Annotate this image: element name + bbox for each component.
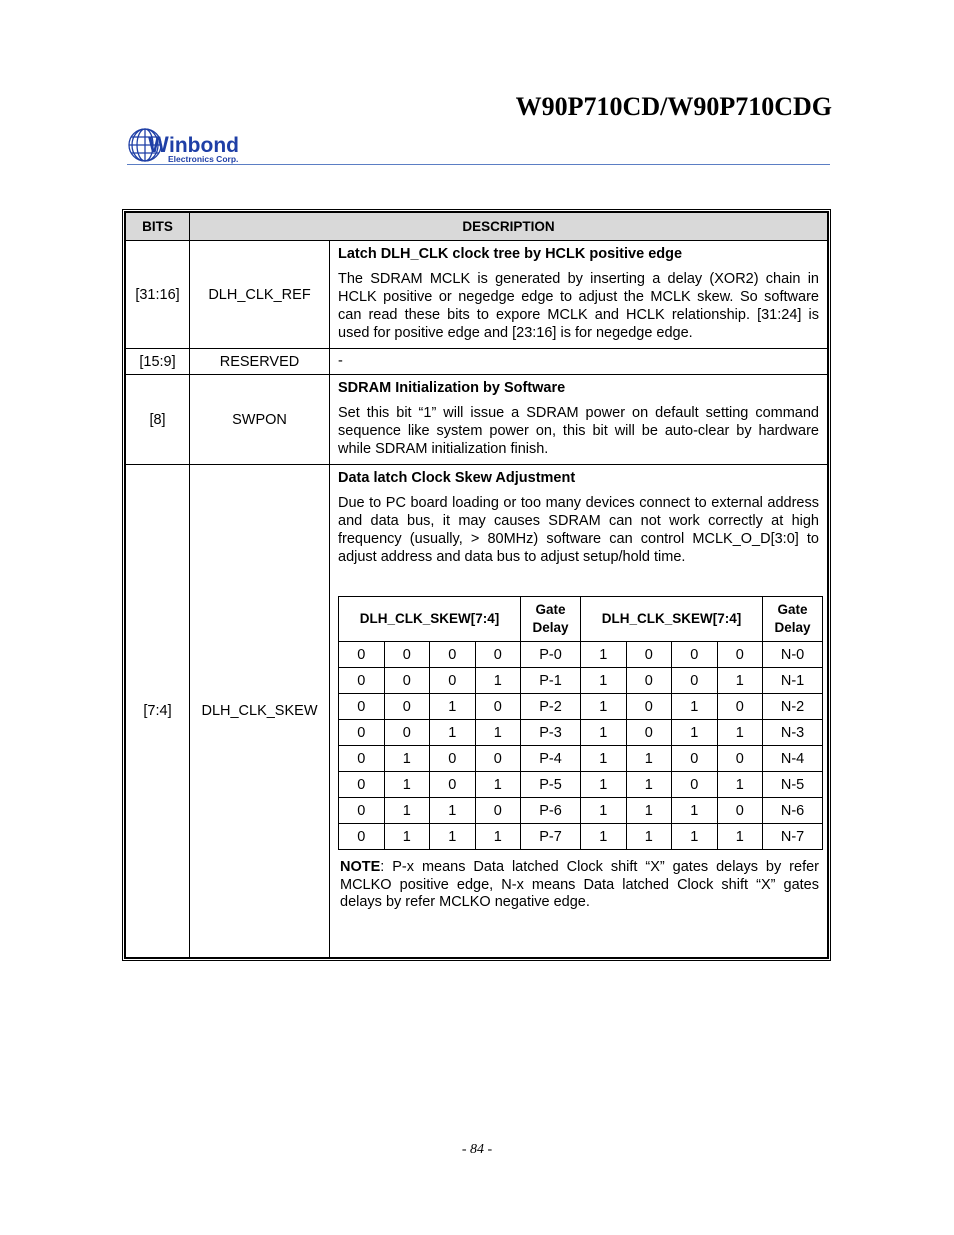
bit-value-cell: 0 (384, 668, 430, 694)
gate-delay-cell: P-1 (521, 668, 581, 694)
bit-value-cell: 1 (475, 720, 521, 746)
bit-value-cell: 0 (339, 642, 385, 668)
bit-value-cell: 1 (672, 824, 718, 850)
bit-value-cell: 0 (626, 694, 672, 720)
field-name-cell: SWPON (190, 375, 330, 465)
description-text: Set this bit “1” will issue a SDRAM power on default setting command sequence like system power on, this bit will be auto-clear by hardware while SDRAM initialization finish. (338, 405, 819, 457)
description-text: Due to PC board loading or too many devices connect to external address and data bus, it may causes SDRAM can not work correctly at high frequency (usually, > 80MHz) software can control MCLK_O_D[3:0] to adjust address and data bus to adjust setup/hold time. (338, 495, 819, 565)
gate-delay-cell: N-1 (763, 668, 823, 694)
bit-value-cell: 0 (475, 798, 521, 824)
skew-table-row (339, 694, 823, 720)
skew-table-body (339, 642, 823, 850)
bit-value-cell: 1 (430, 720, 476, 746)
bit-value-cell: 1 (384, 746, 430, 772)
bit-value-cell: 1 (475, 772, 521, 798)
skew-table-row (339, 772, 823, 798)
bit-value-cell: 0 (626, 642, 672, 668)
description-cell (330, 465, 828, 958)
bit-value-cell: 1 (430, 694, 476, 720)
bit-value-cell: 1 (717, 772, 763, 798)
bit-value-cell: 1 (581, 746, 627, 772)
skew-header: DLH_CLK_SKEW[7:4] (339, 597, 521, 642)
bit-value-cell: 1 (430, 798, 476, 824)
bit-value-cell: 1 (581, 798, 627, 824)
bit-value-cell: 0 (717, 642, 763, 668)
bit-value-cell: 0 (384, 720, 430, 746)
bit-value-cell: 1 (717, 720, 763, 746)
bit-value-cell: 0 (430, 668, 476, 694)
document-title: W90P710CD/W90P710CDG (515, 92, 832, 121)
field-name-cell: RESERVED (190, 349, 330, 375)
bit-value-cell: 0 (384, 642, 430, 668)
bit-value-cell: 0 (339, 694, 385, 720)
winbond-logo (127, 124, 257, 166)
gate-delay-cell: N-6 (763, 798, 823, 824)
bit-value-cell: 0 (339, 824, 385, 850)
bit-value-cell: 1 (717, 668, 763, 694)
gate-delay-cell: N-5 (763, 772, 823, 798)
bits-cell: [31:16] (126, 241, 190, 349)
bit-value-cell: 0 (475, 642, 521, 668)
bit-value-cell: 0 (339, 772, 385, 798)
bit-value-cell: 1 (475, 824, 521, 850)
bit-value-cell: 1 (672, 694, 718, 720)
svg-text:inbond: inbond (169, 134, 239, 157)
bit-value-cell: 0 (339, 746, 385, 772)
bit-value-cell: 1 (626, 824, 672, 850)
bits-cell: [7:4] (126, 465, 190, 958)
description-title: Data latch Clock Skew Adjustment (338, 470, 576, 486)
skew-table (338, 596, 823, 850)
page-number: - 84 - (461, 1142, 493, 1157)
skew-table-row (339, 746, 823, 772)
bit-value-cell: 0 (430, 772, 476, 798)
bit-value-cell: 0 (384, 694, 430, 720)
table-row (126, 349, 828, 375)
gate-delay-cell: P-4 (521, 746, 581, 772)
bit-value-cell: 0 (672, 668, 718, 694)
bit-value-cell: 1 (581, 824, 627, 850)
description-text: - (338, 353, 343, 369)
bit-value-cell: 0 (475, 694, 521, 720)
skew-header: DLH_CLK_SKEW[7:4] (581, 597, 763, 642)
bit-value-cell: 0 (475, 746, 521, 772)
svg-text:W: W (148, 132, 169, 157)
description-title: SDRAM Initialization by Software (338, 380, 566, 396)
bit-value-cell: 0 (430, 642, 476, 668)
skew-table-row (339, 824, 823, 850)
table-row (126, 375, 828, 465)
skew-table-row (339, 668, 823, 694)
bit-value-cell: 0 (672, 746, 718, 772)
skew-table-row (339, 720, 823, 746)
note-label: NOTE (340, 859, 381, 875)
bit-value-cell: 1 (384, 798, 430, 824)
description-title: Latch DLH_CLK clock tree by HCLK positive edge (338, 246, 683, 262)
bit-value-cell: 1 (626, 746, 672, 772)
gate-delay-cell: P-5 (521, 772, 581, 798)
skew-table-row (339, 798, 823, 824)
gate-delay-cell: P-0 (521, 642, 581, 668)
note (338, 859, 819, 912)
description-text: The SDRAM MCLK is generated by inserting a delay (XOR2) chain in HCLK positive or negedge edge to adjust the MCLK skew. So software can read these bits to expore MCLK and HCLK relationship. [31:24] is used for positive edge and [23:16] is for negedge edge. (338, 271, 819, 341)
bit-value-cell: 1 (581, 668, 627, 694)
bits-header: BITS (126, 213, 190, 241)
bit-value-cell: 1 (626, 772, 672, 798)
bit-value-cell: 0 (626, 668, 672, 694)
note-text: : P-x means Data latched Clock shift “X” gates delays by refer MCLKO positive edge, N-x means Data latched Clock shift “X” gates delays by refer MCLKO negative edge. (340, 859, 819, 910)
bit-value-cell: 1 (717, 824, 763, 850)
bit-value-cell: 0 (339, 720, 385, 746)
description-cell (330, 349, 828, 375)
gate-delay-cell: P-6 (521, 798, 581, 824)
bit-value-cell: 1 (672, 720, 718, 746)
table-row (126, 241, 828, 349)
bit-value-cell: 0 (672, 642, 718, 668)
gate-delay-cell: P-7 (521, 824, 581, 850)
bit-value-cell: 1 (430, 824, 476, 850)
gate-delay-header: Gate Delay (521, 597, 581, 642)
description-cell (330, 241, 828, 349)
svg-text:Electronics Corp.: Electronics Corp. (168, 154, 239, 164)
table-header-row (126, 213, 828, 241)
gate-delay-cell: P-3 (521, 720, 581, 746)
bit-value-cell: 1 (581, 772, 627, 798)
field-name-cell: DLH_CLK_REF (190, 241, 330, 349)
field-name-cell: DLH_CLK_SKEW (190, 465, 330, 958)
register-table (122, 209, 831, 961)
bit-value-cell: 0 (339, 668, 385, 694)
gate-delay-cell: N-4 (763, 746, 823, 772)
header-divider (127, 164, 830, 165)
skew-header-row (339, 597, 823, 642)
bit-value-cell: 0 (717, 746, 763, 772)
description-cell (330, 375, 828, 465)
description-header: DESCRIPTION (190, 213, 828, 241)
bit-value-cell: 1 (626, 798, 672, 824)
gate-delay-cell: P-2 (521, 694, 581, 720)
bit-value-cell: 0 (717, 798, 763, 824)
gate-delay-cell: N-3 (763, 720, 823, 746)
bit-value-cell: 0 (672, 772, 718, 798)
skew-table-row (339, 642, 823, 668)
bit-value-cell: 1 (475, 668, 521, 694)
bits-cell: [8] (126, 375, 190, 465)
bit-value-cell: 1 (672, 798, 718, 824)
bit-value-cell: 0 (626, 720, 672, 746)
bit-value-cell: 0 (430, 746, 476, 772)
gate-delay-cell: N-7 (763, 824, 823, 850)
bit-value-cell: 1 (581, 694, 627, 720)
bit-value-cell: 0 (339, 798, 385, 824)
gate-delay-header: Gate Delay (763, 597, 823, 642)
gate-delay-cell: N-2 (763, 694, 823, 720)
bits-cell: [15:9] (126, 349, 190, 375)
table-row (126, 465, 828, 958)
bit-value-cell: 1 (581, 720, 627, 746)
bit-value-cell: 0 (717, 694, 763, 720)
bit-value-cell: 1 (581, 642, 627, 668)
bit-value-cell: 1 (384, 772, 430, 798)
gate-delay-cell: N-0 (763, 642, 823, 668)
bit-value-cell: 1 (384, 824, 430, 850)
